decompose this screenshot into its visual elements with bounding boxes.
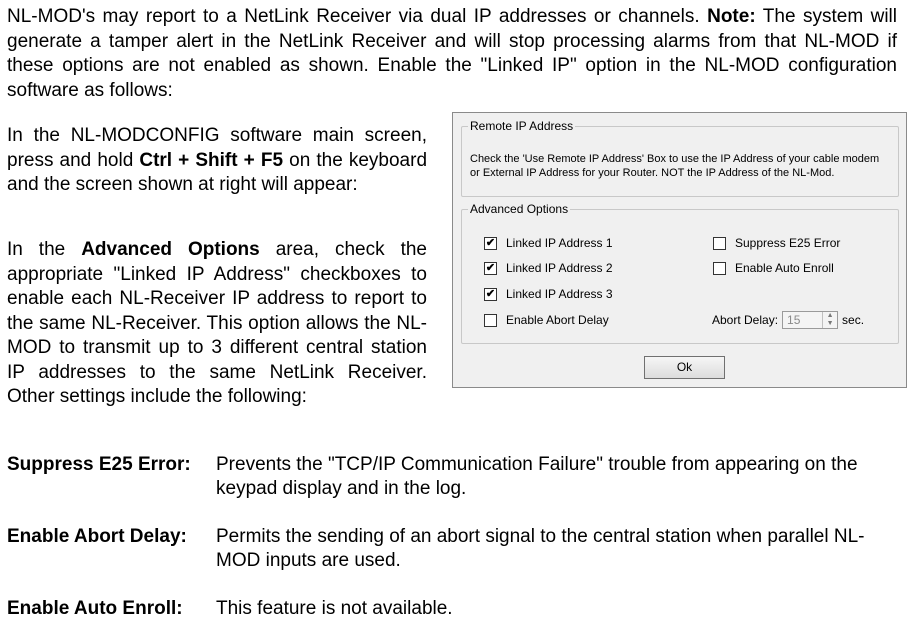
advanced-options-ref: Advanced Options (81, 239, 260, 260)
p2-start: In the (7, 239, 82, 260)
checkbox-checked-icon[interactable]: ✔ (485, 261, 496, 274)
remote-ip-description: Check the 'Use Remote IP Address' Box to use the IP Address of your cable modem or External IP Address for your Router. NOT the IP Address of the NL-Mod. (470, 153, 880, 179)
linked-ip-1-label: Linked IP Address 1 (506, 236, 613, 250)
linked-ip-3-checkbox[interactable] (484, 287, 613, 301)
p1-start: In the NL-MODCONFIG software main screen, press and hold (7, 125, 427, 171)
instruction-paragraph-1 (7, 124, 427, 198)
instruction-paragraph-2 (7, 238, 427, 410)
linked-ip-3-label: Linked IP Address 3 (506, 287, 613, 301)
spinner-arrows[interactable] (822, 312, 837, 328)
intro-text-1: NL-MOD's may report to a NetLink Receiver via dual IP addresses or channels. (7, 6, 708, 27)
enable-abort-delay-label: Enable Abort Delay (506, 313, 609, 327)
intro-text-2: The system will generate a tamper alert in the NetLink Receiver and will stop processing alarms from that NL-MOD if these options are not enabled as shown. Enable the "Linked IP" option in the NL-MOD configuration software as follows: (7, 6, 897, 101)
definition-text: This feature is not available. (216, 598, 453, 619)
checkbox-unchecked-icon[interactable] (484, 314, 497, 327)
spin-down-icon[interactable]: ▼ (826, 320, 834, 327)
definition-term: Enable Abort Delay: (7, 526, 187, 547)
checkbox-checked-icon[interactable]: ✔ (485, 236, 496, 249)
abort-delay-spinner[interactable] (782, 311, 838, 329)
keyboard-shortcut: Ctrl + Shift + F5 (139, 149, 284, 171)
enable-abort-delay-checkbox[interactable] (484, 313, 609, 327)
abort-delay-row (712, 311, 864, 329)
checkbox-unchecked-icon[interactable] (713, 262, 726, 275)
remote-ip-group-title: Remote IP Address (470, 119, 574, 133)
advanced-options-group-title: Advanced Options (470, 202, 569, 216)
enable-auto-enroll-label: Enable Auto Enroll (735, 261, 834, 275)
definition-term: Enable Auto Enroll: (7, 598, 183, 619)
checkbox-checked-icon[interactable]: ✔ (485, 287, 496, 300)
advanced-options-group (461, 202, 899, 344)
abort-delay-value[interactable]: 15 (787, 313, 801, 327)
abort-delay-unit: sec. (842, 313, 865, 327)
linked-ip-2-label: Linked IP Address 2 (506, 261, 613, 275)
intro-paragraph (7, 5, 897, 103)
linked-ip-2-checkbox[interactable] (484, 261, 613, 275)
definition-text: Permits the sending of an abort signal to the central station when parallel NL-MOD inputs are used. (216, 526, 865, 571)
ok-button[interactable]: Ok (644, 356, 725, 379)
remote-ip-group (461, 119, 899, 197)
checkbox-unchecked-icon[interactable] (713, 237, 726, 250)
abort-delay-label: Abort Delay: (712, 313, 779, 327)
note-label: Note: (707, 6, 756, 27)
linked-ip-1-checkbox[interactable] (484, 236, 613, 250)
enable-auto-enroll-checkbox[interactable] (713, 261, 834, 275)
p1-end: on the keyboard and the screen shown at right will appear: (7, 149, 428, 195)
suppress-e25-label: Suppress E25 Error (735, 236, 841, 250)
suppress-e25-checkbox[interactable] (713, 236, 840, 250)
p2-end: area, check the appropriate "Linked IP Address" checkboxes to enable each NL-Receiver IP address to report to the same NL-Receiver. This option allows the NL-MOD to transmit up to 3 different central station IP addresses to the same NetLink Receiver. Other settings include the following: (7, 239, 427, 407)
advanced-settings-dialog (452, 112, 907, 388)
definition-text: Prevents the "TCP/IP Communication Failure" trouble from appearing on the keypad display and in the log. (216, 454, 858, 499)
spin-up-icon[interactable]: ▲ (826, 312, 834, 319)
definition-term: Suppress E25 Error: (7, 454, 191, 475)
